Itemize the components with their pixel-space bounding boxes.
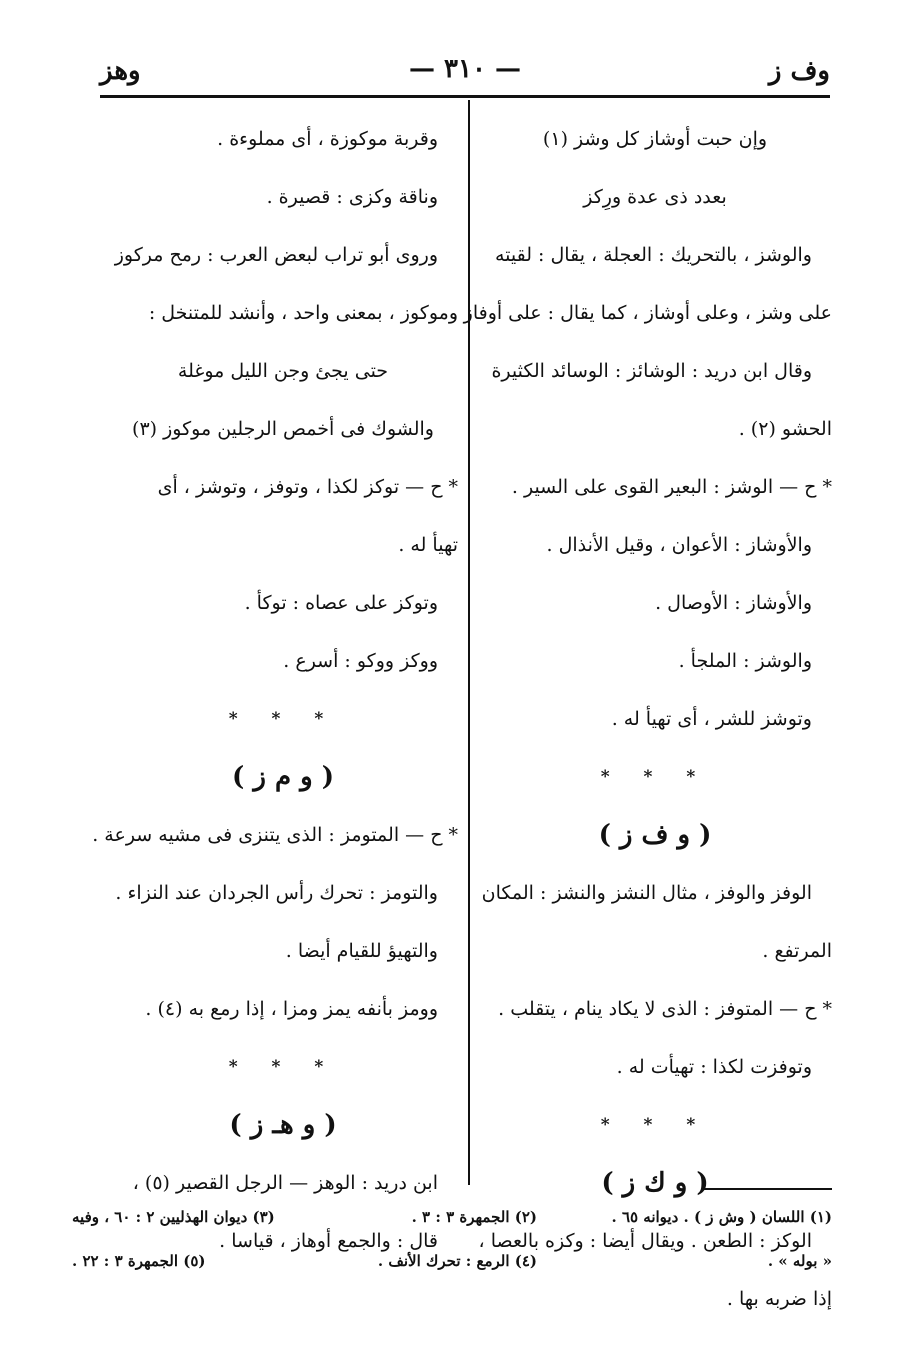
paragraph-line: وومز بأنفه يمز ومزا ، إذا رمع به (٤) . [145, 998, 438, 1020]
left-column [92, 110, 458, 1270]
text-line: على وشز ، وعلى أوشاز ، كما يقال : على أوفاز . [451, 302, 832, 324]
footnote: (٢) الجمهرة ٣ : ٣ . [411, 1208, 537, 1226]
text-line: * ح — الوشز : البعير القوى على السير . [511, 476, 832, 498]
entry-heading: ( و ك ز ) [601, 1168, 709, 1198]
paragraph-line: الوفز والوفز ، مثال النشز والنشز : المكان [481, 882, 812, 904]
page-header [100, 52, 830, 92]
paragraph-line: وتوفزت لكذا : تهيأت له . [616, 1056, 812, 1078]
footnote: (٥) الجمهرة ٣ : ٢٢ . [72, 1252, 206, 1270]
paragraph-line: والوشز ، بالتحريك : العجلة ، يقال : لقيته [494, 244, 812, 266]
section-separator: * * * [600, 1115, 710, 1135]
text-line: المرتفع . [762, 940, 832, 962]
text-line: وموكوز ، بمعنى واحد ، وأنشد للمتنخل : [148, 302, 458, 324]
paragraph-line: والأوشاز : الأوصال . [655, 592, 812, 614]
paragraph-line: وناقة وكزى : قصيرة . [266, 186, 438, 208]
paragraph-line: وتوكز على عصاه : توكأ . [244, 592, 438, 614]
page-number: — ٣١٠ — [408, 54, 522, 84]
header-rule [100, 95, 830, 98]
paragraph-line: وتوشز للشر ، أى تهيأ له . [611, 708, 812, 730]
section-separator: * * * [228, 1057, 338, 1077]
footnote: « بوله » . [767, 1252, 832, 1270]
footnote: (٣) ديوان الهذليين ٢ : ٦٠ ، وفيه [72, 1208, 275, 1226]
entry-heading: ( و م ز ) [231, 762, 335, 792]
paragraph-line: قال : والجمع أوهاز ، قياسا . [219, 1230, 438, 1252]
text-line: إذا ضربه بها . [726, 1288, 832, 1310]
verse-line: وإن حبت أوشاز كل وشز (١) [542, 128, 768, 150]
footnote: (٤) الرمع : تحرك الأنف . [377, 1252, 537, 1270]
footnote-rule [704, 1188, 832, 1190]
header-first-entry: وف ز [768, 56, 830, 86]
section-separator: * * * [600, 767, 710, 787]
paragraph-line: ابن دريد : الوهز — الرجل القصير (٥) ، [132, 1172, 438, 1194]
text-line: * ح — المتومز : الذى يتنزى فى مشيه سرعة . [92, 824, 458, 846]
paragraph-line: والوشز : الملجأ . [678, 650, 812, 672]
paragraph-line: والأوشاز : الأعوان ، وقيل الأنذال . [546, 534, 812, 556]
header-last-entry: وهز [100, 56, 141, 86]
verse-line: بعدد ذى عدة ورِكز [583, 186, 727, 208]
paragraph-line: ووكز ووكو : أسرع . [283, 650, 438, 672]
paragraph-line: وروى أبو تراب لبعض العرب : رمح مركوز [114, 244, 438, 266]
paragraph-line: والتومز : تحرك رأس الجردان عند النزاء . [115, 882, 438, 904]
footnote: (١) اللسان ( وش ز ) . ديوانه ٦٥ . [611, 1208, 832, 1226]
section-separator: * * * [228, 709, 338, 729]
text-line: * ح — المتوفز : الذى لا يكاد ينام ، يتقلب . [498, 998, 832, 1020]
footnote-row [72, 1208, 832, 1252]
entry-heading: ( و ف ز ) [598, 820, 712, 850]
verse-line: حتى يجئ وجن الليل موغلة [177, 360, 389, 382]
paragraph-line: والتهيؤ للقيام أيضا . [285, 940, 438, 962]
paragraph-line: وقال ابن دريد : الوشائز : الوسائد الكثيرة [491, 360, 812, 382]
entry-heading: ( و هـ ز ) [229, 1110, 337, 1140]
verse-line: والشوك فى أخمص الرجلين موكوز (٣) [132, 418, 434, 440]
text-line: * ح — توكز لكذا ، وتوفز ، وتوشز ، أى [157, 476, 458, 498]
text-line: الحشو (٢) . [738, 418, 832, 440]
paragraph-line: وقربة موكوزة ، أى مملوءة . [217, 128, 438, 150]
paragraph-line: الوكز : الطعن . ويقال أيضا : وكزه بالعصا ، [478, 1230, 812, 1252]
footnotes [72, 1208, 832, 1296]
footnote-row [72, 1252, 832, 1296]
text-line: تهيأ له . [398, 534, 458, 556]
column-divider [468, 100, 470, 1185]
